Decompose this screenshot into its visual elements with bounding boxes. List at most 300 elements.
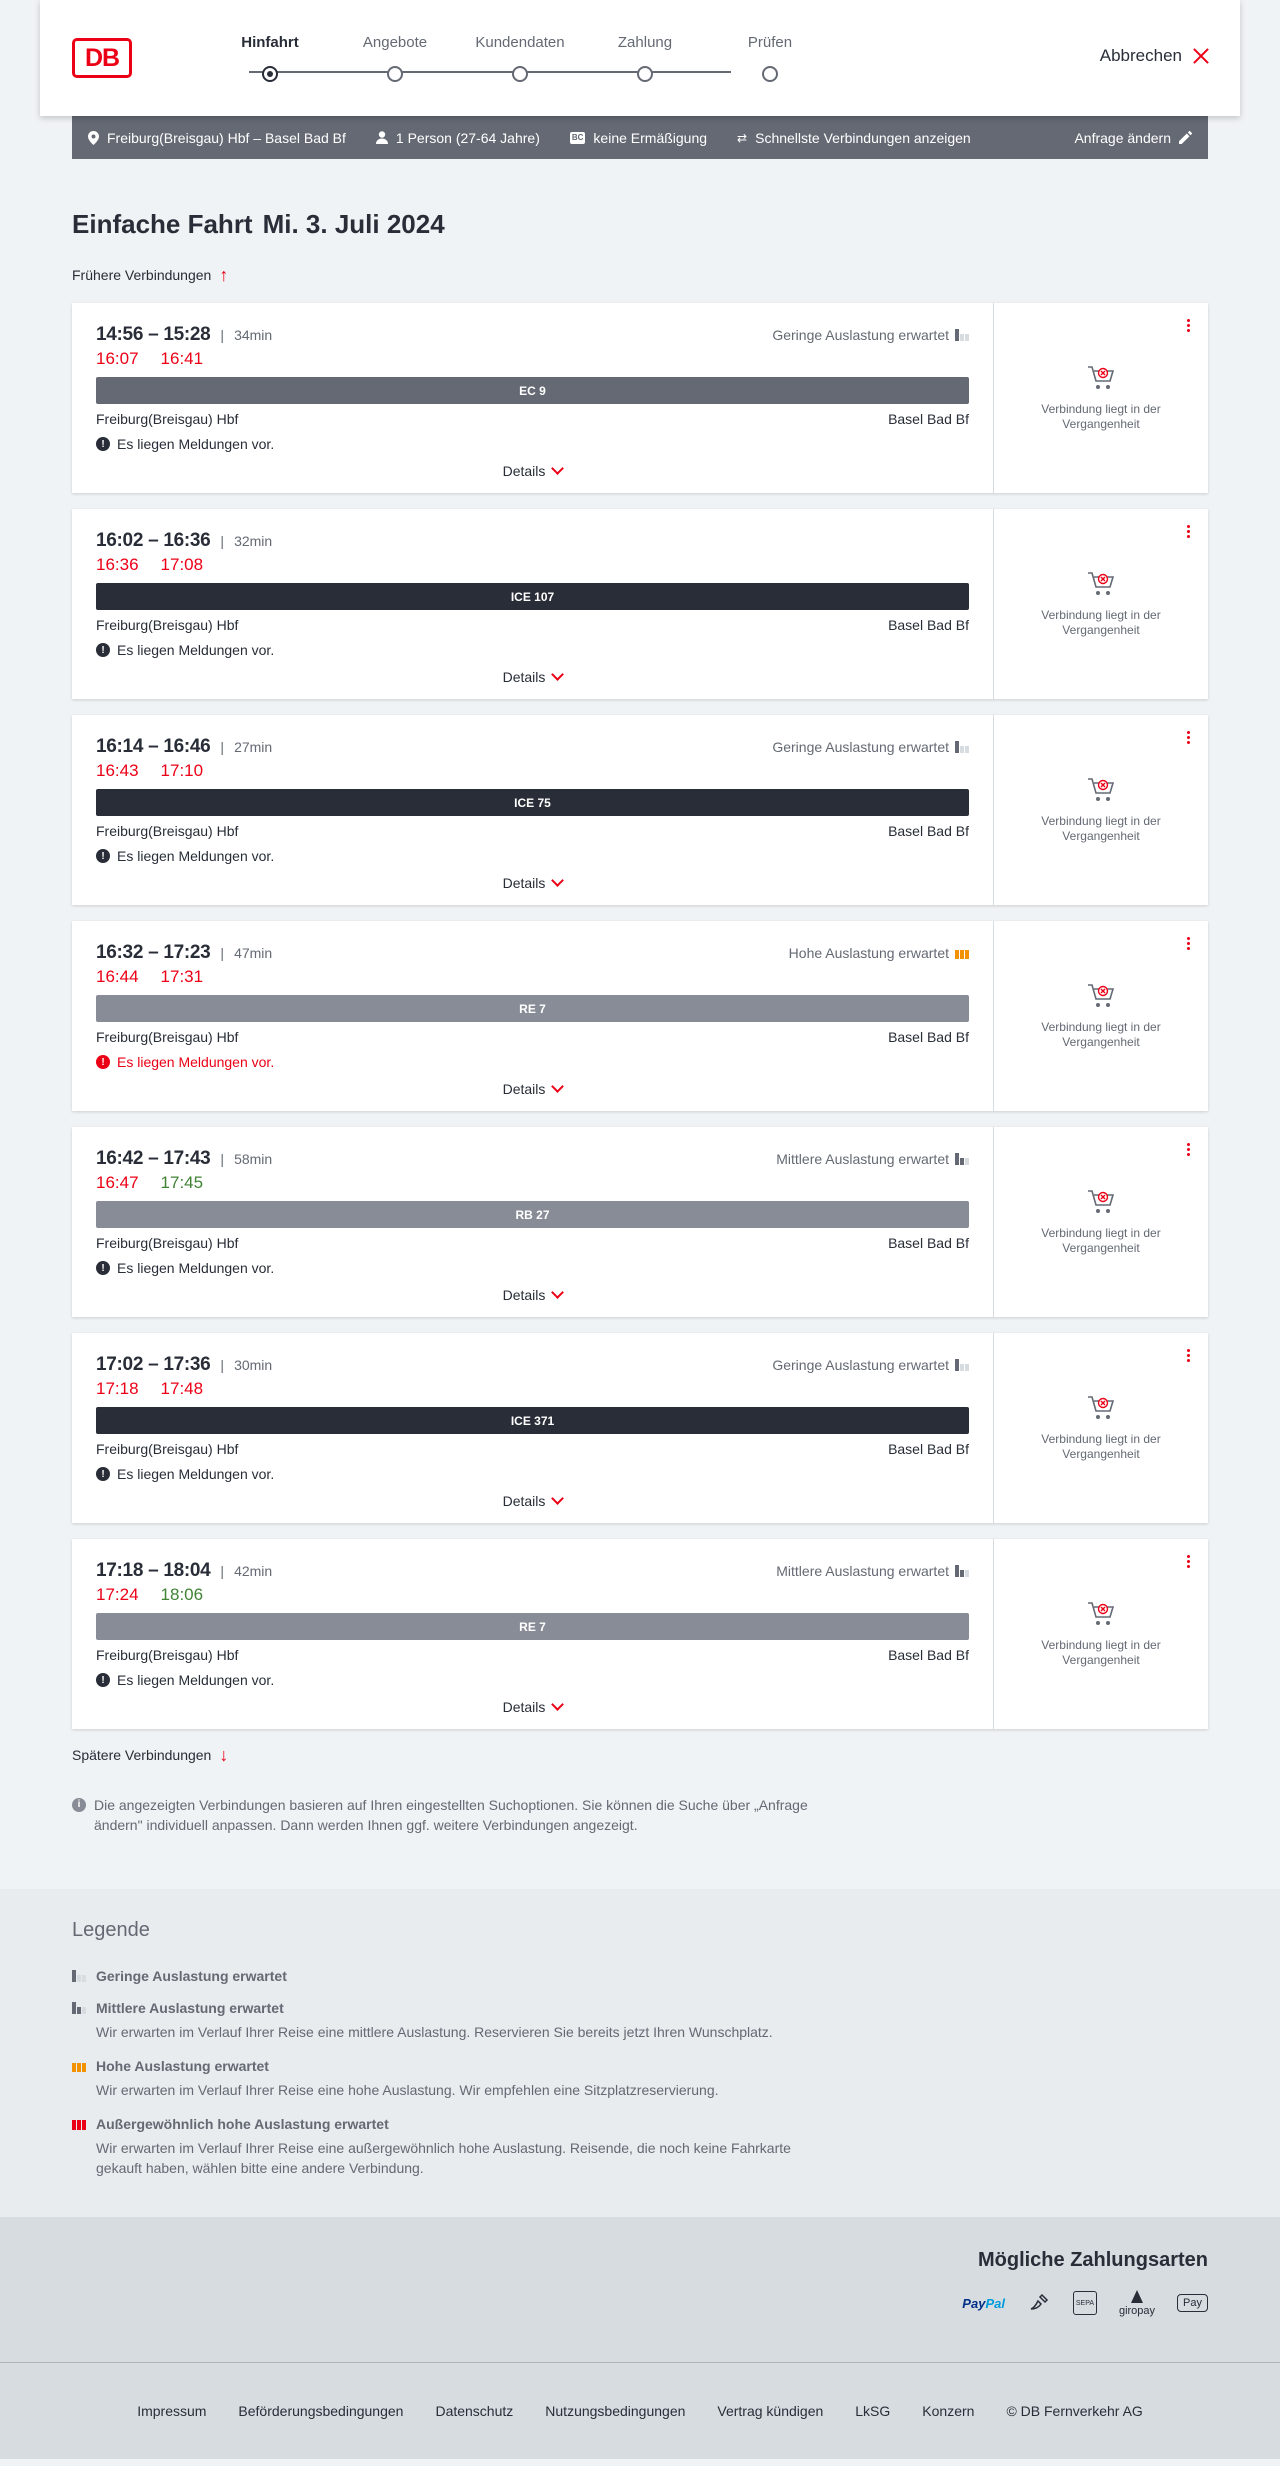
details-label: Details	[502, 1287, 546, 1303]
close-icon	[1192, 47, 1210, 65]
step-dot	[387, 66, 403, 82]
realtime-row	[96, 555, 969, 581]
kebab-dot	[1187, 324, 1190, 327]
connection-card	[72, 1127, 1208, 1317]
load-bar	[77, 2063, 81, 2072]
past-connection-text: Verbindung liegt in der Vergangenheit	[1041, 402, 1161, 431]
messages-notice	[96, 1053, 969, 1071]
discount-text: keine Ermäßigung	[593, 129, 708, 146]
load-extreme-icon	[72, 2118, 86, 2130]
load-bar	[960, 334, 964, 341]
legend-item	[72, 1968, 1280, 1984]
kebab-dot	[1187, 1560, 1190, 1563]
legend-item	[72, 2116, 1280, 2178]
connection-offer	[994, 715, 1208, 905]
load-bar	[82, 1975, 86, 1982]
separator: |	[220, 1563, 225, 1579]
train-segment[interactable]: ICE 75	[96, 789, 969, 816]
passenger-text: 1 Person (27-64 Jahre)	[395, 129, 540, 146]
load-text: Mittlere Auslastung erwartet	[776, 1563, 949, 1579]
separator: |	[220, 739, 225, 755]
chevron-down-icon	[552, 1080, 565, 1093]
separator: |	[220, 1357, 225, 1373]
connection-summary-row	[96, 737, 969, 757]
more-options-icon[interactable]	[1185, 1553, 1192, 1570]
load-bar	[82, 2120, 86, 2130]
connection-summary-row	[96, 1561, 969, 1581]
planned-times: 17:02 – 17:36	[96, 1354, 211, 1375]
step-dot	[762, 66, 778, 82]
load-icon	[955, 1359, 969, 1371]
chevron-down-icon	[552, 1492, 565, 1505]
duration: 34min	[234, 327, 273, 343]
messages-notice	[96, 641, 969, 659]
realtime-departure: 17:24	[96, 1585, 139, 1604]
change-request-label: Anfrage ändern	[1074, 129, 1171, 146]
realtime-arrival: 17:31	[160, 967, 204, 986]
duration: 30min	[234, 1357, 273, 1373]
load-indicator	[772, 1357, 969, 1373]
payment-methods	[962, 2289, 1208, 2317]
connection-offer	[994, 509, 1208, 699]
load-icon	[955, 1153, 969, 1165]
past-connection-text: Verbindung liegt in der Vergangenheit	[1041, 814, 1161, 843]
realtime-arrival: 17:08	[160, 555, 204, 574]
connection-list	[72, 303, 1208, 1729]
origin-station: Freiburg(Breisgau) Hbf	[96, 1441, 239, 1457]
more-options-icon[interactable]	[1185, 1347, 1192, 1364]
load-text: Hohe Auslastung erwartet	[788, 945, 949, 961]
messages-text: Es liegen Meldungen vor.	[117, 436, 275, 452]
load-bar	[82, 2007, 86, 2014]
giropay-label: giropay	[1118, 2305, 1156, 2317]
messages-notice	[96, 435, 969, 453]
footer-link[interactable]: Impressum	[137, 2403, 207, 2419]
planned-times: 16:32 – 17:23	[96, 942, 211, 963]
kebab-dot	[1187, 1148, 1190, 1151]
stepper-line	[249, 71, 731, 73]
kebab-dot	[1187, 741, 1190, 744]
info-icon: i	[72, 1798, 86, 1812]
realtime-arrival: 17:10	[160, 761, 204, 780]
past-connection-text: Verbindung liegt in der Vergangenheit	[1041, 608, 1161, 637]
duration: 58min	[234, 1151, 273, 1167]
details-button[interactable]	[72, 1699, 993, 1715]
more-options-icon[interactable]	[1185, 317, 1192, 334]
planned-times: 16:14 – 16:46	[96, 736, 211, 757]
search-summary-bar	[72, 116, 1208, 159]
step-dot	[512, 66, 528, 82]
load-bar	[960, 1364, 964, 1371]
realtime-row	[96, 1379, 969, 1405]
cart-unavailable-icon	[1086, 1600, 1116, 1628]
legend-item-head	[72, 2116, 1280, 2132]
legend-item-title: Außergewöhnlich hohe Auslastung erwartet	[96, 2116, 389, 2132]
cart-unavailable-icon	[1086, 776, 1116, 804]
connection-summary-row	[96, 1149, 969, 1169]
connection-details[interactable]	[72, 715, 994, 905]
train-segment[interactable]: EC 9	[96, 377, 969, 404]
realtime-row	[96, 761, 969, 787]
messages-notice	[96, 847, 969, 865]
destination-station: Basel Bad Bf	[888, 823, 969, 839]
legend-section	[0, 1889, 1280, 2217]
load-bar	[960, 950, 964, 959]
realtime-departure: 16:47	[96, 1173, 139, 1192]
load-bar	[955, 1359, 959, 1371]
apple-pay-icon	[1177, 2294, 1208, 2312]
connection-card	[72, 1333, 1208, 1523]
details-label: Details	[502, 463, 546, 479]
kebab-dot	[1187, 1555, 1190, 1558]
footer-link[interactable]: Konzern	[922, 2403, 975, 2419]
footer-link[interactable]: Vertrag kündigen	[717, 2403, 824, 2419]
details-button[interactable]	[72, 875, 993, 891]
load-bar	[965, 334, 969, 341]
db-logo[interactable]: DB	[72, 38, 132, 78]
messages-text: Es liegen Meldungen vor.	[117, 1260, 275, 1276]
details-label: Details	[502, 1699, 546, 1715]
messages-text: Es liegen Meldungen vor.	[117, 1054, 275, 1070]
connection-offer	[994, 1333, 1208, 1523]
destination-station: Basel Bad Bf	[888, 1235, 969, 1251]
train-segment[interactable]: RE 7	[96, 995, 969, 1022]
load-bar	[72, 2002, 76, 2014]
more-options-icon[interactable]	[1185, 935, 1192, 952]
legend-item-desc: Wir erwarten im Verlauf Ihrer Reise eine außergewöhnlich hohe Auslastung. Reisende, die noch keine Fahrkarte gekauft haben, wählen bitte eine andere Verbindung.	[96, 2140, 791, 2176]
load-indicator	[776, 1151, 969, 1167]
load-bar	[960, 1158, 964, 1165]
messages-notice	[96, 1671, 969, 1689]
more-options-icon[interactable]	[1185, 523, 1192, 540]
payment-title: Mögliche Zahlungsarten	[977, 2249, 1208, 2271]
credit-card-icon	[1027, 2291, 1051, 2315]
load-indicator	[789, 945, 969, 961]
messages-notice	[96, 1259, 969, 1277]
payment-section	[0, 2217, 1280, 2362]
messages-text: Es liegen Meldungen vor.	[117, 1672, 275, 1688]
load-low-icon	[72, 1970, 86, 1982]
cart-unavailable-icon	[1086, 1188, 1116, 1216]
realtime-row	[96, 349, 969, 375]
connection-details[interactable]	[72, 1127, 994, 1317]
chevron-down-icon	[552, 1286, 565, 1299]
step-label: Prüfen	[747, 34, 793, 51]
footer-link[interactable]: Beförderungsbedingungen	[238, 2403, 404, 2419]
load-bar	[955, 1565, 959, 1577]
load-bar	[965, 1158, 969, 1165]
details-label: Details	[502, 669, 546, 685]
cancel-button[interactable]	[1100, 46, 1210, 66]
step-hinfahrt[interactable]	[210, 34, 330, 54]
planned-times: 16:42 – 17:43	[96, 1148, 211, 1169]
step-label: Kundendaten	[475, 34, 565, 51]
connection-offer	[994, 1539, 1208, 1729]
load-bar	[965, 746, 969, 753]
load-bar	[77, 2007, 81, 2014]
cart-unavailable-icon	[1086, 364, 1116, 392]
kebab-dot	[1187, 736, 1190, 739]
more-options-icon[interactable]	[1185, 729, 1192, 746]
load-icon	[955, 1565, 969, 1577]
realtime-departure: 16:07	[96, 349, 139, 368]
connection-summary-row	[96, 943, 969, 963]
past-connection-text: Verbindung liegt in der Vergangenheit	[1041, 1020, 1161, 1049]
arrow-down-icon: ↓	[219, 1745, 229, 1765]
step-label: Angebote	[362, 34, 428, 51]
planned-times: 16:02 – 16:36	[96, 530, 211, 551]
connection-details[interactable]	[72, 1539, 994, 1729]
trip-type: Einfache Fahrt	[72, 209, 253, 239]
station-row	[96, 1647, 969, 1665]
legend-item-title: Geringe Auslastung erwartet	[96, 1968, 287, 1984]
station-row	[96, 1441, 969, 1459]
load-bar	[960, 746, 964, 753]
fastest-summary	[737, 130, 971, 146]
exclamation-icon: !	[96, 849, 110, 863]
exclamation-icon: !	[96, 643, 110, 657]
more-options-icon[interactable]	[1185, 1141, 1192, 1158]
connection-offer	[994, 921, 1208, 1111]
paypal-text-b: Pal	[985, 2295, 1005, 2311]
step-dot	[637, 66, 653, 82]
connection-offer	[994, 1127, 1208, 1317]
person-icon	[376, 131, 388, 144]
change-request-button[interactable]	[1074, 130, 1192, 146]
kebab-dot	[1187, 1359, 1190, 1362]
train-segment[interactable]: ICE 371	[96, 1407, 969, 1434]
station-row	[96, 411, 969, 429]
connection-card	[72, 715, 1208, 905]
legend-item	[72, 2058, 1280, 2100]
load-text: Geringe Auslastung erwartet	[772, 327, 949, 343]
load-bar	[77, 2120, 81, 2130]
connection-offer	[994, 303, 1208, 493]
realtime-arrival: 17:48	[160, 1379, 204, 1398]
details-button[interactable]	[72, 463, 993, 479]
origin-station: Freiburg(Breisgau) Hbf	[96, 617, 239, 633]
kebab-dot	[1187, 1349, 1190, 1352]
kebab-dot	[1187, 530, 1190, 533]
footer-link[interactable]: Datenschutz	[435, 2403, 514, 2419]
step-pruefen	[710, 34, 830, 54]
connection-summary-row	[96, 1355, 969, 1375]
load-text: Geringe Auslastung erwartet	[772, 1357, 949, 1373]
station-row	[96, 617, 969, 635]
route-text: Freiburg(Breisgau) Hbf – Basel Bad Bf	[107, 129, 346, 146]
later-connections-link[interactable]	[72, 1745, 1208, 1765]
chevron-down-icon	[552, 462, 565, 475]
connection-details[interactable]	[72, 921, 994, 1111]
load-icon	[955, 741, 969, 753]
origin-station: Freiburg(Breisgau) Hbf	[96, 1235, 239, 1251]
kebab-dot	[1187, 942, 1190, 945]
swap-arrows-icon: ⇄	[737, 130, 748, 145]
legend-items	[72, 1968, 1280, 2178]
train-segment[interactable]: ICE 107	[96, 583, 969, 610]
details-button[interactable]	[72, 1493, 993, 1509]
bahncard-icon: BC	[571, 132, 584, 142]
connection-details[interactable]	[72, 1333, 994, 1523]
realtime-departure: 17:18	[96, 1379, 139, 1398]
details-button[interactable]	[72, 1081, 993, 1097]
past-connection-text: Verbindung liegt in der Vergangenheit	[1041, 1432, 1161, 1461]
passenger-summary	[376, 130, 540, 146]
load-bar	[955, 950, 959, 959]
later-label: Spätere Verbindungen	[72, 1747, 212, 1763]
kebab-dot	[1187, 1143, 1190, 1146]
origin-station: Freiburg(Breisgau) Hbf	[96, 823, 239, 839]
chevron-down-icon	[552, 1698, 565, 1711]
connection-card	[72, 921, 1208, 1111]
station-row	[96, 823, 969, 841]
step-angebote	[335, 34, 455, 54]
info-note	[72, 1795, 852, 1835]
legend-item-desc: Wir erwarten im Verlauf Ihrer Reise eine hohe Auslastung. Wir empfehlen eine Sitzplatzreservierung.	[96, 2082, 719, 2098]
kebab-dot	[1187, 731, 1190, 734]
connection-card	[72, 509, 1208, 699]
paypal-text-a: Pay	[962, 2295, 986, 2311]
origin-station: Freiburg(Breisgau) Hbf	[96, 1647, 239, 1663]
kebab-dot	[1187, 535, 1190, 538]
legend-item-desc: Wir erwarten im Verlauf Ihrer Reise eine mittlere Auslastung. Reservieren Sie bereits jetzt Ihren Wunschplatz.	[96, 2024, 773, 2040]
load-bar	[955, 1153, 959, 1165]
earlier-connections-link[interactable]	[72, 265, 1208, 285]
separator: |	[220, 945, 225, 961]
realtime-departure: 16:36	[96, 555, 139, 574]
load-text: Geringe Auslastung erwartet	[772, 739, 949, 755]
destination-station: Basel Bad Bf	[888, 411, 969, 427]
exclamation-icon: !	[96, 1261, 110, 1275]
connection-card	[72, 303, 1208, 493]
load-bar	[82, 2063, 86, 2072]
footer-link[interactable]: LkSG	[855, 2403, 891, 2419]
footer	[0, 2362, 1280, 2459]
train-segment[interactable]: RE 7	[96, 1613, 969, 1640]
details-label: Details	[502, 1493, 546, 1509]
separator: |	[220, 327, 225, 343]
info-note-text: Die angezeigten Verbindungen basieren auf Ihren eingestellten Suchoptionen. Sie können die Suche über „Anfrage ändern" individuell anpassen. Dann werden Ihnen ggf. weitere Verbindungen angezeigt.	[94, 1797, 808, 1833]
details-button[interactable]	[72, 669, 993, 685]
load-bar	[965, 1570, 969, 1577]
step-zahlung	[585, 34, 705, 54]
details-button[interactable]	[72, 1287, 993, 1303]
load-bar	[955, 329, 959, 341]
origin-station: Freiburg(Breisgau) Hbf	[96, 1029, 239, 1045]
kebab-dot	[1187, 525, 1190, 528]
legend-item-head	[72, 1968, 1280, 1984]
duration: 27min	[234, 739, 273, 755]
kebab-dot	[1187, 937, 1190, 940]
messages-text: Es liegen Meldungen vor.	[117, 848, 275, 864]
kebab-dot	[1187, 1153, 1190, 1156]
load-bar	[72, 2063, 76, 2072]
route-summary	[88, 130, 346, 146]
origin-station: Freiburg(Breisgau) Hbf	[96, 411, 239, 427]
load-icon	[955, 329, 969, 341]
realtime-row	[96, 967, 969, 993]
booking-stepper	[210, 34, 793, 84]
load-indicator	[772, 739, 969, 755]
legend-item-title: Hohe Auslastung erwartet	[96, 2058, 269, 2074]
load-bar	[955, 741, 959, 753]
kebab-dot	[1187, 329, 1190, 332]
station-row	[96, 1235, 969, 1253]
arrow-up-icon: ↑	[219, 265, 229, 285]
earlier-label: Frühere Verbindungen	[72, 267, 212, 283]
connection-details[interactable]	[72, 303, 994, 493]
messages-notice	[96, 1465, 969, 1483]
realtime-row	[96, 1585, 969, 1611]
exclamation-icon: !	[96, 437, 110, 451]
details-label: Details	[502, 875, 546, 891]
load-indicator	[772, 327, 969, 343]
train-segment[interactable]: RB 27	[96, 1201, 969, 1228]
location-pin-icon	[88, 131, 99, 145]
kebab-dot	[1187, 1354, 1190, 1357]
load-bar	[960, 1570, 964, 1577]
destination-station: Basel Bad Bf	[888, 617, 969, 633]
load-indicator	[776, 1563, 969, 1579]
booking-header	[40, 0, 1240, 116]
load-high-icon	[72, 2060, 86, 2072]
giropay-icon	[1119, 2289, 1155, 2317]
realtime-arrival: 17:45	[160, 1173, 204, 1192]
legend-item-title: Mittlere Auslastung erwartet	[96, 2000, 284, 2016]
planned-times: 14:56 – 15:28	[96, 324, 211, 345]
duration: 47min	[234, 945, 273, 961]
load-icon	[955, 947, 969, 959]
cart-unavailable-icon	[1086, 570, 1116, 598]
cart-unavailable-icon	[1086, 982, 1116, 1010]
exclamation-icon: !	[96, 1673, 110, 1687]
exclamation-icon: !	[96, 1467, 110, 1481]
realtime-departure: 16:43	[96, 761, 139, 780]
discount-summary	[570, 130, 707, 146]
exclamation-icon: !	[96, 1055, 110, 1069]
connection-details[interactable]	[72, 509, 994, 699]
separator: |	[220, 533, 225, 549]
destination-station: Basel Bad Bf	[888, 1647, 969, 1663]
load-bar	[77, 1975, 81, 1982]
paypal-icon	[962, 2296, 1005, 2311]
details-label: Details	[502, 1081, 546, 1097]
fastest-text: Schnellste Verbindungen anzeigen	[755, 129, 971, 146]
load-text: Mittlere Auslastung erwartet	[776, 1151, 949, 1167]
sepa-icon: SEPA	[1073, 2291, 1097, 2315]
separator: |	[220, 1151, 225, 1167]
destination-station: Basel Bad Bf	[888, 1029, 969, 1045]
footer-link[interactable]: Nutzungsbedingungen	[545, 2403, 686, 2419]
kebab-dot	[1187, 1565, 1190, 1568]
realtime-arrival: 18:06	[160, 1585, 204, 1604]
duration: 32min	[234, 533, 273, 549]
step-label: Hinfahrt	[241, 34, 299, 51]
planned-times: 17:18 – 18:04	[96, 1560, 211, 1581]
connection-summary-row	[96, 325, 969, 345]
legend-item	[72, 2000, 1280, 2042]
legend-item-head	[72, 2058, 1280, 2074]
load-bar	[965, 950, 969, 959]
kebab-dot	[1187, 319, 1190, 322]
past-connection-text: Verbindung liegt in der Vergangenheit	[1041, 1226, 1161, 1255]
load-bar	[965, 1364, 969, 1371]
footer-link[interactable]: © DB Fernverkehr AG	[1006, 2403, 1143, 2419]
realtime-arrival: 16:41	[160, 349, 204, 368]
messages-text: Es liegen Meldungen vor.	[117, 1466, 275, 1482]
past-connection-text: Verbindung liegt in der Vergangenheit	[1041, 1638, 1161, 1667]
load-mid-icon	[72, 2002, 86, 2014]
